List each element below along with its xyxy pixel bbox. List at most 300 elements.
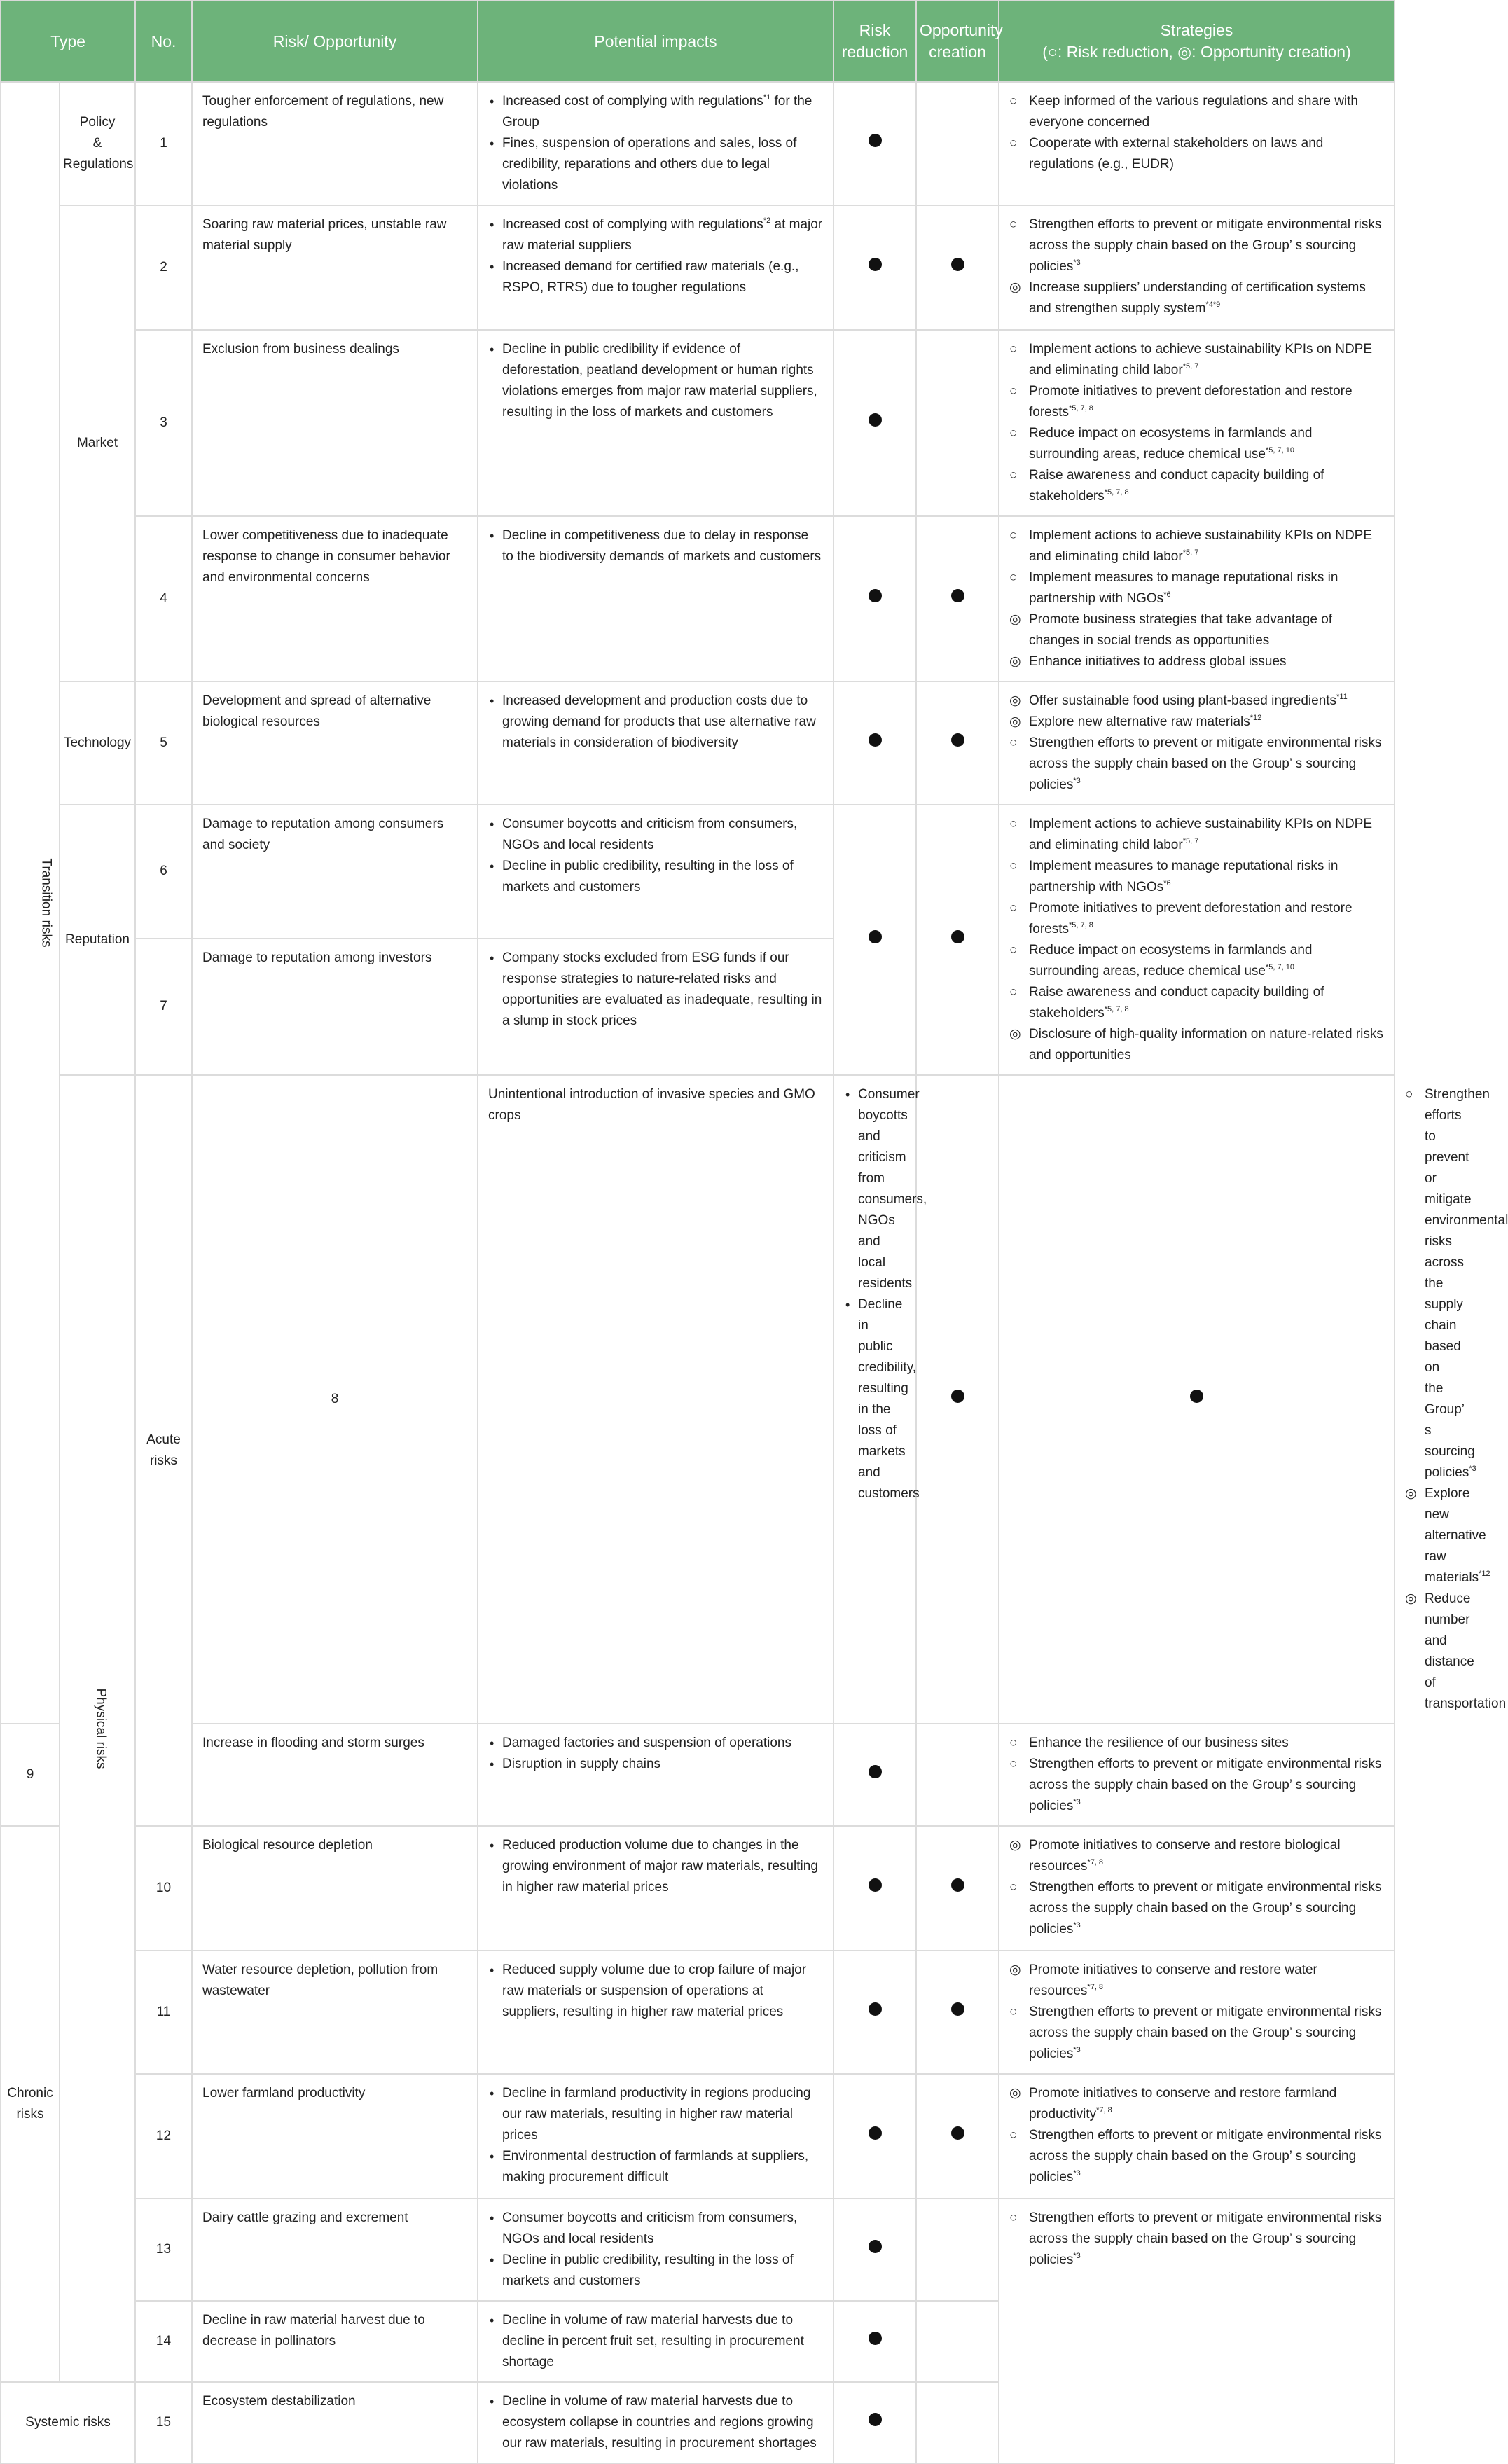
footnote-ref: *1 (763, 93, 771, 102)
strategies-cell (999, 2199, 1395, 2463)
strategy-text: Increase suppliers’ understanding of certification systems and strengthen supply system (1029, 280, 1366, 316)
filled-dot-mark (869, 2002, 882, 2016)
impacts-list (844, 1084, 927, 1504)
strategy-item (1009, 277, 1384, 319)
impact-text: Consumer boycotts and criticism from consumers, NGOs and local residents (502, 2210, 798, 2246)
circle-mark: ○ (1009, 859, 1018, 873)
circle-mark: ○ (1009, 901, 1018, 915)
table-row (1, 2074, 1395, 2199)
strategy-item (1009, 2125, 1384, 2188)
risk-reduction-cell (833, 1724, 916, 1826)
impact-text: Damaged factories and suspension of operations (502, 1736, 791, 1750)
impact-item (488, 2083, 823, 2146)
opportunity-creation-cell (999, 1075, 1395, 1724)
strategies-list (1009, 1733, 1384, 1817)
filled-dot-mark (951, 2126, 964, 2140)
strategy-text: Strengthen efforts to prevent or mitigate environmental risks across the supply chain based on the Group’ s sourcing policies (1029, 2210, 1382, 2267)
opportunity-creation-cell (916, 2199, 999, 2301)
footnote-ref: *12 (1250, 714, 1262, 722)
strategy-text: Promote business strategies that take advantage of changes in social trends as opportunities (1029, 612, 1333, 648)
footnote-ref: *3 (1073, 2252, 1081, 2260)
footnote-ref: *3 (1073, 777, 1081, 785)
subgroup-label: risks (149, 1453, 178, 1468)
strategy-item (1009, 940, 1384, 982)
risk-reduction-cell (833, 1826, 916, 1951)
strategy-item (1405, 1483, 1490, 1589)
risk-reduction-cell (833, 2382, 916, 2463)
strategies-cell (999, 1951, 1395, 2074)
strategies-list (1009, 2208, 1384, 2271)
table-row (1, 82, 1395, 205)
risk-reduction-cell (833, 2074, 916, 2199)
impact-text: Decline in farmland productivity in regions producing our raw materials, resulting in higher raw material prices (502, 2086, 811, 2143)
double-circle-mark: ◎ (1009, 280, 1021, 295)
circle-mark: ○ (1009, 217, 1018, 232)
subgroup-label: Regulations (63, 157, 134, 172)
impact-item (488, 1754, 823, 1775)
filled-dot-mark (869, 2332, 882, 2345)
strategy-text: Strengthen efforts to prevent or mitigate environmental risks across the supply chain based on the Group’ s sourcing policies (1425, 1087, 1508, 1480)
strategies-cell (999, 2074, 1395, 2199)
strategies-list (1009, 1960, 1384, 2065)
header-strategies (999, 1, 1395, 82)
risk-reduction-cell (833, 2199, 916, 2301)
strategy-text: Strengthen efforts to prevent or mitigate environmental risks across the supply chain based on the Group’ s sourcing policies (1029, 217, 1382, 274)
strategy-text: Implement measures to manage reputational risks in partnership with NGOs (1029, 570, 1338, 606)
footnote-ref: *3 (1073, 1798, 1081, 1806)
row-number: 7 (135, 939, 192, 1075)
footnote-ref: *5, 7, 8 (1104, 488, 1129, 497)
strategies-list (1009, 691, 1384, 796)
double-circle-mark: ◎ (1009, 2086, 1021, 2100)
footnote-ref: *4*9 (1205, 300, 1221, 309)
header-opportunity-creation-line2: creation (929, 43, 986, 61)
subgroup-reputation: Reputation (60, 805, 135, 1075)
strategy-text: Disclosure of high-quality information on nature-related risks and opportunities (1029, 1027, 1383, 1063)
impacts-list (488, 2083, 823, 2188)
footnote-ref: *6 (1163, 879, 1171, 887)
impacts-list (488, 1835, 823, 1898)
strategies-cell (999, 516, 1395, 681)
strategies-cell (999, 681, 1395, 805)
filled-dot-mark (869, 2240, 882, 2253)
row-number: 2 (135, 205, 192, 330)
impacts-list (488, 1960, 823, 2023)
row-number: 14 (135, 2301, 192, 2382)
filled-dot-mark (951, 589, 964, 602)
footnote-ref: *6 (1163, 590, 1171, 599)
strategy-item (1009, 2208, 1384, 2271)
risk-text: Lower competitiveness due to inadequate response to change in consumer behavior and environmental concerns (192, 516, 478, 681)
risk-reduction-cell (833, 805, 916, 1075)
circle-mark: ○ (1009, 468, 1018, 483)
subgroup-label: Acute (146, 1432, 181, 1447)
table-row (1, 681, 1395, 805)
strategy-item (1405, 1084, 1508, 1483)
risk-text: Tougher enforcement of regulations, new regulations (192, 82, 478, 205)
impacts-list (488, 339, 823, 423)
subgroup-label: & (92, 136, 102, 151)
filled-dot-mark (951, 258, 964, 271)
risk-text: Damage to reputation among consumers and society (192, 805, 478, 939)
strategies-cell (999, 805, 1395, 1075)
filled-dot-mark (951, 733, 964, 747)
risk-reduction-cell (833, 82, 916, 205)
table-row (1, 330, 1395, 516)
risk-text: Exclusion from business dealings (192, 330, 478, 516)
strategy-text: Promote initiatives to conserve and restore biological resources (1029, 1838, 1341, 1874)
subgroup-policy (60, 82, 135, 205)
risk-text: Unintentional introduction of invasive species and GMO crops (478, 1075, 833, 1724)
header-no: No. (135, 1, 192, 82)
strategy-item (1009, 339, 1384, 381)
circle-mark: ○ (1009, 528, 1018, 543)
filled-dot-mark (869, 589, 882, 602)
impacts-list (488, 691, 823, 754)
impact-item (488, 814, 823, 856)
header-potential-impacts: Potential impacts (478, 1, 833, 82)
strategy-text: Promote initiatives to conserve and restore water resources (1029, 1963, 1317, 1998)
impacts-cell (833, 1075, 927, 1724)
strategies-list (1009, 214, 1384, 319)
header-opportunity-creation (916, 1, 1003, 82)
filled-dot-mark (951, 1390, 964, 1403)
circle-mark: ○ (1009, 136, 1018, 151)
impacts-cell (478, 2074, 833, 2199)
risk-reduction-cell (833, 330, 916, 516)
row-number: 3 (135, 330, 192, 516)
opportunity-creation-cell (916, 1951, 999, 2074)
strategies-list (1009, 525, 1384, 672)
strategies-list (1009, 2083, 1384, 2188)
opportunity-creation-cell (916, 205, 999, 330)
opportunity-creation-cell (916, 2074, 999, 2199)
filled-dot-mark (869, 134, 882, 147)
impact-item (488, 1733, 823, 1754)
strategy-text: Raise awareness and conduct capacity building of stakeholders (1029, 468, 1324, 504)
filled-dot-mark (1190, 1390, 1203, 1403)
strategy-text: Offer sustainable food using plant-based ingredients (1029, 693, 1337, 708)
footnote-ref: *7, 8 (1087, 1983, 1104, 1991)
strategy-item (1009, 982, 1384, 1024)
strategy-text: Implement measures to manage reputational risks in partnership with NGOs (1029, 859, 1338, 894)
risk-text: Soaring raw material prices, unstable raw material supply (192, 205, 478, 330)
risk-text: Development and spread of alternative biological resources (192, 681, 478, 805)
risk-text: Dairy cattle grazing and excrement (192, 2199, 478, 2301)
impact-text: Increased cost of complying with regulations (502, 94, 763, 109)
strategy-item (1405, 1589, 1507, 1715)
filled-dot-mark (951, 1878, 964, 1892)
footnote-ref: *5, 7 (1182, 548, 1199, 557)
strategy-item (1009, 856, 1384, 898)
subgroup-technology: Technology (60, 681, 135, 805)
risk-reduction-cell (833, 516, 916, 681)
risk-text: Decline in raw material harvest due to decrease in pollinators (192, 2301, 478, 2382)
impact-item (488, 1960, 823, 2023)
filled-dot-mark (951, 2002, 964, 2016)
double-circle-mark: ◎ (1009, 1963, 1021, 1977)
row-number: 4 (135, 516, 192, 681)
row-number: 11 (135, 1951, 192, 2074)
strategy-item (1009, 733, 1384, 796)
row-number: 6 (135, 805, 192, 939)
strategy-item (1009, 381, 1384, 423)
table-row (1, 1075, 1395, 1724)
strategy-item (1009, 1960, 1384, 2002)
risk-text: Lower farmland productivity (192, 2074, 478, 2199)
impacts-cell (478, 330, 833, 516)
strategy-item (1009, 465, 1384, 507)
footnote-ref: *3 (1469, 1465, 1476, 1473)
subgroup-acute (135, 1075, 192, 1826)
group-physical-risks (60, 1075, 135, 2382)
impact-text: Decline in public credibility if evidence of deforestation, peatland development or human rights violations emerges from major raw material suppliers, resulting in the loss of markets and customers (502, 342, 817, 420)
risk-reduction-cell (833, 2301, 916, 2382)
strategy-text: Promote initiatives to conserve and restore farmland productivity (1029, 2086, 1337, 2122)
impact-text: Reduced production volume due to changes in the growing environment of major raw materials, resulting in higher raw material prices (502, 1838, 818, 1895)
table-row (1, 205, 1395, 330)
strategy-item (1009, 1733, 1384, 1754)
row-number: 9 (1, 1724, 60, 1826)
impact-item (488, 2310, 823, 2373)
circle-mark: ○ (1009, 2210, 1018, 2225)
impacts-list (488, 814, 823, 898)
strategy-text: Strengthen efforts to prevent or mitigate environmental risks across the supply chain based on the Group’ s sourcing policies (1029, 1880, 1382, 1937)
strategies-cell (999, 1724, 1395, 1826)
strategy-text: Strengthen efforts to prevent or mitigate environmental risks across the supply chain based on the Group’ s sourcing policies (1029, 2005, 1382, 2061)
impacts-cell (478, 681, 833, 805)
impact-text-continued: for the Group (502, 94, 812, 130)
group-label: Physical risks (93, 1688, 109, 1769)
risk-text: Ecosystem destabilization (192, 2382, 478, 2463)
impact-text: Reduced supply volume due to crop failure of major raw materials or suspension of operations at suppliers, resulting in higher raw material prices (502, 1963, 807, 2019)
strategy-item (1009, 691, 1384, 712)
filled-dot-mark (869, 258, 882, 271)
opportunity-creation-cell (916, 1826, 999, 1951)
strategy-item (1009, 609, 1384, 651)
strategy-item (1009, 133, 1384, 175)
double-circle-mark: ◎ (1405, 1591, 1417, 1606)
impact-text: Decline in volume of raw material harvests due to decline in percent fruit set, resulting in procurement shortage (502, 2313, 804, 2369)
strategy-text: Reduce impact on ecosystems in farmlands and surrounding areas, reduce chemical use (1029, 426, 1313, 462)
strategies-list (1009, 91, 1384, 175)
filled-dot-mark (869, 413, 882, 427)
opportunity-creation-cell (916, 681, 999, 805)
header-risk-reduction-line2: reduction (841, 43, 908, 61)
impacts-cell (478, 1724, 833, 1826)
strategy-text: Strengthen efforts to prevent or mitigate environmental risks across the supply chain based on the Group’ s sourcing policies (1029, 2128, 1382, 2185)
double-circle-mark: ◎ (1405, 1486, 1417, 1501)
subgroup-label: Policy (79, 115, 116, 130)
risk-text: Biological resource depletion (192, 1826, 478, 1951)
impact-item (488, 2250, 823, 2292)
strategy-text: Strengthen efforts to prevent or mitigate environmental risks across the supply chain based on the Group’ s sourcing policies (1029, 735, 1382, 792)
footnote-ref: *5, 7 (1182, 837, 1199, 845)
impacts-list (488, 214, 823, 298)
footnote-ref: *12 (1479, 1570, 1490, 1578)
circle-mark: ○ (1009, 342, 1018, 357)
risk-text: Water resource depletion, pollution from wastewater (192, 1951, 478, 2074)
double-circle-mark: ◎ (1009, 654, 1021, 669)
impact-text: Decline in competitiveness due to delay in response to the biodiversity demands of markets and customers (502, 528, 822, 564)
risk-reduction-cell (833, 205, 916, 330)
risk-reduction-cell (916, 1075, 999, 1724)
table-row (1, 1826, 1395, 1951)
filled-dot-mark (869, 1765, 882, 1778)
strategies-cell (999, 82, 1395, 205)
double-circle-mark: ◎ (1009, 1838, 1021, 1853)
opportunity-creation-cell (916, 2301, 999, 2382)
strategy-text: Enhance initiatives to address global issues (1029, 654, 1287, 669)
impacts-list (488, 1733, 823, 1775)
row-number: 8 (192, 1075, 478, 1724)
footnote-ref: *3 (1073, 258, 1081, 267)
subgroup-label: Chronic (7, 2086, 53, 2100)
impact-text: Decline in public credibility, resulting in the loss of markets and customers (858, 1297, 920, 1501)
filled-dot-mark (951, 930, 964, 943)
strategy-item (1009, 1754, 1384, 1817)
header-strategies-line1: Strategies (1160, 21, 1233, 39)
header-risk-reduction (833, 1, 916, 82)
filled-dot-mark (869, 733, 882, 747)
footnote-ref: *5, 7, 10 (1265, 446, 1294, 455)
impact-item (488, 2146, 823, 2188)
impacts-cell (478, 2199, 833, 2301)
row-number: 1 (135, 82, 192, 205)
circle-mark: ○ (1009, 384, 1018, 399)
row-number: 12 (135, 2074, 192, 2199)
double-circle-mark: ◎ (1009, 714, 1021, 729)
impact-text: Increased cost of complying with regulations (502, 217, 763, 232)
strategies-list (1009, 814, 1384, 1066)
strategy-text: Raise awareness and conduct capacity building of stakeholders (1029, 985, 1324, 1020)
impacts-cell (478, 939, 833, 1075)
impact-text: Decline in public credibility, resulting in the loss of markets and customers (502, 859, 794, 894)
impacts-cell (478, 2382, 833, 2463)
risk-text: Damage to reputation among investors (192, 939, 478, 1075)
footnote-ref: *2 (763, 216, 771, 225)
strategy-text: Reduce number and distance of transportation (1425, 1591, 1507, 1711)
row-number: 10 (135, 1826, 192, 1951)
footnote-ref: *5, 7, 10 (1265, 963, 1294, 971)
impact-item (488, 948, 823, 1032)
strategy-text: Explore new alternative raw materials (1029, 714, 1250, 729)
impact-text: Decline in volume of raw material harvests due to ecosystem collapse in countries and regions growing our raw materials, resulting in procurement shortages (502, 2394, 817, 2451)
impacts-cell (478, 805, 833, 939)
impact-text: Consumer boycotts and criticism from consumers, NGOs and local residents (858, 1087, 927, 1291)
strategy-text: Strengthen efforts to prevent or mitigate environmental risks across the supply chain based on the Group’ s sourcing policies (1029, 1757, 1382, 1813)
impact-text-continued: at major raw material suppliers (502, 217, 823, 253)
strategy-item (1009, 814, 1384, 856)
header-opportunity-creation-line1: Opportunity (920, 21, 1003, 39)
group-transition-risks (1, 82, 60, 1724)
row-number: 15 (135, 2382, 192, 2463)
strategy-item (1009, 423, 1384, 465)
footnote-ref: *3 (1073, 2046, 1081, 2054)
strategy-text: Explore new alternative raw materials (1425, 1486, 1486, 1585)
header-strategies-line2: (○: Risk reduction, ◎: Opportunity creation) (1042, 43, 1351, 61)
row-number: 13 (135, 2199, 192, 2301)
subgroup-market: Market (60, 205, 135, 681)
impact-item (488, 691, 823, 754)
table-row (1, 805, 1395, 939)
strategy-item (1009, 2002, 1384, 2065)
impact-item (488, 1835, 823, 1898)
footnote-ref: *5, 7, 8 (1104, 1005, 1129, 1013)
risk-reduction-cell (833, 681, 916, 805)
impacts-list (488, 2208, 823, 2292)
impact-text: Fines, suspension of operations and sales, loss of credibility, reparations and others due to legal violations (502, 136, 797, 193)
impacts-list (488, 2391, 823, 2454)
footnote-ref: *7, 8 (1096, 2106, 1112, 2115)
impact-item (488, 256, 823, 298)
circle-mark: ○ (1009, 1736, 1018, 1750)
strategies-cell (999, 330, 1395, 516)
filled-dot-mark (869, 2413, 882, 2426)
impact-item (488, 133, 823, 196)
impact-text: Decline in public credibility, resulting in the loss of markets and customers (502, 2252, 794, 2288)
subgroup-chronic (1, 1826, 60, 2382)
strategy-item (1009, 651, 1384, 672)
impact-text: Environmental destruction of farmlands at suppliers, making procurement difficult (502, 2149, 809, 2185)
double-circle-mark: ◎ (1009, 612, 1021, 627)
footnote-ref: *7, 8 (1087, 1858, 1104, 1867)
circle-mark: ○ (1009, 570, 1018, 585)
impact-item (488, 2208, 823, 2250)
strategy-item (1009, 1024, 1384, 1066)
opportunity-creation-cell (916, 805, 999, 1075)
strategy-item (1009, 898, 1384, 940)
impacts-list (488, 2310, 823, 2373)
impact-item (488, 525, 823, 567)
risk-reduction-cell (833, 1951, 916, 2074)
circle-mark: ○ (1009, 1880, 1018, 1895)
strategies-cell (999, 1826, 1395, 1951)
impact-item (844, 1084, 927, 1294)
impacts-cell (478, 82, 833, 205)
opportunity-creation-cell (916, 2382, 999, 2463)
strategy-text: Promote initiatives to prevent deforestation and restore forests (1029, 384, 1353, 420)
row-number: 5 (135, 681, 192, 805)
impacts-list (488, 948, 823, 1032)
double-circle-mark: ◎ (1009, 693, 1021, 708)
impact-text: Company stocks excluded from ESG funds if our response strategies to nature-related risks and opportunities are evaluated as inadequate, resulting in a slump in stock prices (502, 950, 822, 1028)
filled-dot-mark (869, 930, 882, 943)
circle-mark: ○ (1009, 985, 1018, 999)
footnote-ref: *5, 7 (1182, 362, 1199, 371)
strategy-item (1009, 214, 1384, 277)
filled-dot-mark (869, 2126, 882, 2140)
circle-mark: ○ (1009, 1757, 1018, 1771)
circle-mark: ○ (1009, 2005, 1018, 2019)
impact-text: Increased demand for certified raw materials (e.g., RSPO, RTRS) due to tougher regulations (502, 259, 799, 295)
impact-item (844, 1294, 920, 1504)
circle-mark: ○ (1405, 1087, 1413, 1102)
impact-text: Increased development and production costs due to growing demand for products that use alternative raw materials in consideration of biodiversity (502, 693, 816, 750)
impact-item (488, 339, 823, 423)
opportunity-creation-cell (916, 330, 999, 516)
strategy-text: Implement actions to achieve sustainability KPIs on NDPE and eliminating child labor (1029, 817, 1373, 852)
table-row (1, 1951, 1395, 2074)
footnote-ref: *5, 7, 8 (1069, 921, 1093, 929)
header-row (1, 1, 1395, 82)
impacts-list (488, 525, 823, 567)
strategies-list (1009, 1835, 1384, 1940)
strategy-text: Cooperate with external stakeholders on laws and regulations (e.g., EUDR) (1029, 136, 1324, 172)
strategy-item (1009, 1835, 1384, 1877)
strategy-text: Promote initiatives to prevent deforestation and restore forests (1029, 901, 1353, 936)
impacts-cell (478, 1826, 833, 1951)
